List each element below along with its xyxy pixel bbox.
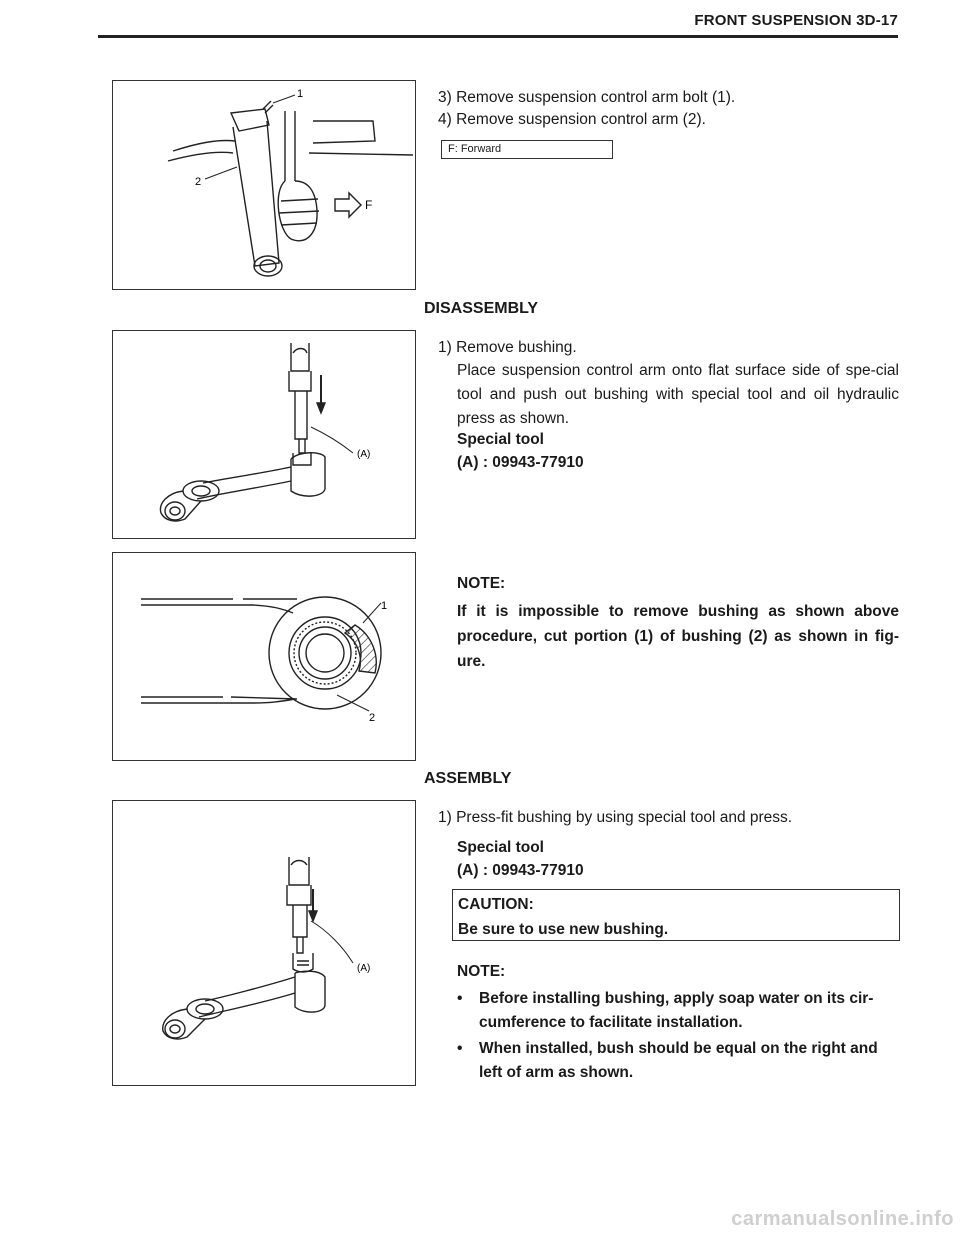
- disassembly-tool-value: (A) : 09943-77910: [457, 454, 584, 471]
- disassembly-step-1-body: Place suspension control arm onto flat surface side of spe-cial tool and push out bushing with special tool and oil hydraulic press as shown.: [457, 362, 899, 427]
- legend-forward: F: Forward: [448, 143, 502, 155]
- header-rule: [98, 35, 898, 38]
- assembly-note-bullet: [457, 987, 899, 1035]
- bushing-install-illustration: [113, 801, 415, 1085]
- figure-control-arm-removal: [112, 80, 416, 290]
- bushing-removal-illustration: [113, 331, 415, 538]
- removal-step-3: 3) Remove suspension control arm bolt (1).: [438, 89, 736, 106]
- fig1-label-2: 2: [195, 176, 202, 188]
- assembly-tool-value: (A) : 09943-77910: [457, 862, 584, 879]
- assembly-heading: ASSEMBLY: [424, 770, 512, 787]
- assembly-note-bullet-1: Before installing bushing, apply soap water on its cir-cumference to facilitate installation.: [479, 990, 874, 1031]
- fig4-label-a: (A): [357, 963, 371, 974]
- fig1-label-f: F: [365, 198, 373, 212]
- page-header-title: FRONT SUSPENSION 3D-17: [694, 12, 898, 29]
- figure-bushing-cut: [112, 552, 416, 761]
- fig2-label-a: (A): [357, 449, 371, 460]
- footer-watermark: carmanualsonline.info: [731, 1208, 954, 1230]
- fig1-label-1: 1: [297, 88, 304, 100]
- fig3-label-2: 2: [369, 712, 376, 724]
- disassembly-step-1: 1) Remove bushing.: [438, 339, 577, 356]
- figure-bushing-removal: [112, 330, 416, 539]
- bullet-dot: •: [457, 1040, 463, 1057]
- figure-bushing-install: [112, 800, 416, 1086]
- fig3-label-1: 1: [381, 600, 388, 612]
- assembly-note-bullet-2: When installed, bush should be equal on the right and left of arm as shown.: [479, 1040, 878, 1081]
- disassembly-note-label: NOTE:: [457, 575, 506, 592]
- assembly-note-label: NOTE:: [457, 963, 506, 980]
- legend-box: [441, 140, 613, 159]
- assembly-note-bullet: [457, 1037, 899, 1085]
- assembly-note-list: [457, 987, 899, 1085]
- caution-body: Be sure to use new bushing.: [458, 921, 669, 938]
- bullet-dot: •: [457, 990, 463, 1007]
- caution-box: [452, 889, 900, 941]
- removal-step-4: 4) Remove suspension control arm (2).: [438, 111, 706, 128]
- disassembly-tool-label: Special tool: [457, 431, 544, 448]
- assembly-step-1: 1) Press-fit bushing by using special tool and press.: [438, 809, 793, 826]
- caution-label: CAUTION:: [458, 896, 534, 913]
- control-arm-removal-illustration: [113, 81, 415, 289]
- bushing-cut-illustration: [113, 553, 415, 760]
- disassembly-note-body: If it is impossible to remove bushing as shown above procedure, cut portion (1) of bushing (2) as shown in fig-ure.: [457, 603, 899, 670]
- disassembly-heading: DISASSEMBLY: [424, 300, 539, 317]
- assembly-tool-label: Special tool: [457, 839, 544, 856]
